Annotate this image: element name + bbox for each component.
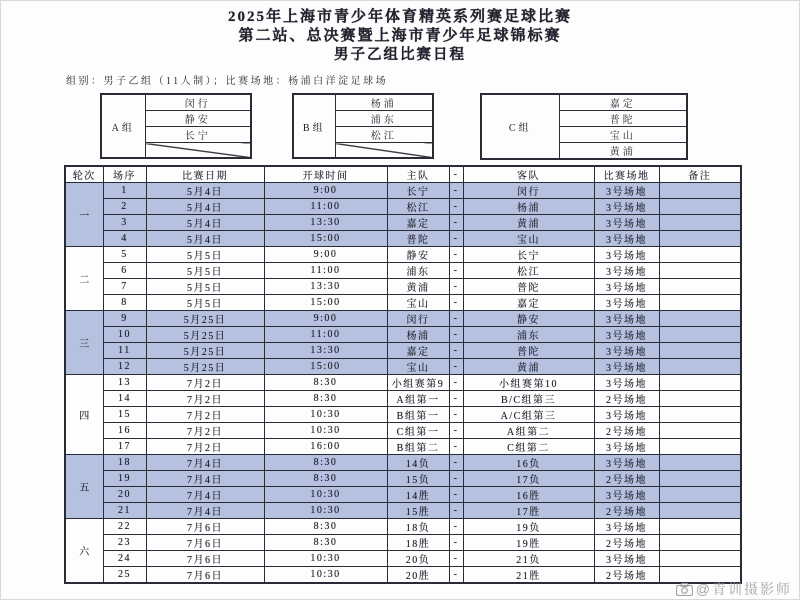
kickoff-time: 9:00 [264, 247, 387, 263]
note [659, 487, 741, 503]
match-no: 21 [103, 503, 146, 519]
group-row [101, 94, 251, 111]
match-no: 14 [103, 391, 146, 407]
note [659, 551, 741, 567]
match-no: 1 [103, 183, 146, 199]
group-venue-info-line: 组别：男子乙组（11人制）；比赛场地：杨浦白洋淀足球场 [66, 76, 389, 87]
match-no: 4 [103, 231, 146, 247]
kickoff-time: 10:30 [264, 487, 387, 503]
separator: - [449, 215, 463, 231]
separator: - [449, 487, 463, 503]
match-date: 5月25日 [146, 311, 264, 327]
away-team: 杨浦 [463, 199, 594, 215]
col-note: 备注 [659, 166, 741, 183]
match-row [65, 503, 741, 519]
venue: 3号场地 [594, 439, 659, 455]
separator: - [449, 183, 463, 199]
separator: - [449, 263, 463, 279]
col-kickoff-time: 开球时间 [264, 166, 387, 183]
match-no: 13 [103, 375, 146, 391]
kickoff-time: 13:30 [264, 279, 387, 295]
home-team: A组第一 [387, 391, 449, 407]
note [659, 343, 741, 359]
match-no: 16 [103, 423, 146, 439]
schedule-header-row [65, 166, 741, 183]
kickoff-time: 10:30 [264, 551, 387, 567]
note [659, 503, 741, 519]
col-away: 客队 [463, 166, 594, 183]
match-date: 7月4日 [146, 455, 264, 471]
home-team: 静安 [387, 247, 449, 263]
match-date: 5月25日 [146, 343, 264, 359]
match-date: 5月4日 [146, 183, 264, 199]
match-row [65, 375, 741, 391]
match-no: 5 [103, 247, 146, 263]
home-team: 杨浦 [387, 327, 449, 343]
match-row [65, 519, 741, 535]
note [659, 519, 741, 535]
match-date: 7月2日 [146, 375, 264, 391]
venue: 3号场地 [594, 343, 659, 359]
watermark-text: @青训摄影师 [695, 581, 792, 597]
match-no: 6 [103, 263, 146, 279]
home-team: 20胜 [387, 567, 449, 584]
separator: - [449, 359, 463, 375]
home-team: 浦东 [387, 263, 449, 279]
home-team: B组第二 [387, 439, 449, 455]
match-row [65, 471, 741, 487]
venue: 2号场地 [594, 423, 659, 439]
match-row [65, 183, 741, 199]
match-no: 23 [103, 535, 146, 551]
venue: 3号场地 [594, 407, 659, 423]
separator: - [449, 423, 463, 439]
match-row [65, 295, 741, 311]
col-round: 轮次 [65, 166, 103, 183]
match-no: 10 [103, 327, 146, 343]
away-team: 21胜 [463, 567, 594, 584]
away-team: 17负 [463, 471, 594, 487]
group-team: 宝山 [559, 127, 687, 143]
match-row [65, 551, 741, 567]
venue: 3号场地 [594, 375, 659, 391]
match-date: 7月4日 [146, 503, 264, 519]
schedule-table [64, 165, 742, 584]
note [659, 455, 741, 471]
note [659, 327, 741, 343]
match-date: 5月4日 [146, 215, 264, 231]
home-team: 闵行 [387, 311, 449, 327]
note [659, 311, 741, 327]
match-row [65, 423, 741, 439]
note [659, 359, 741, 375]
match-date: 7月6日 [146, 535, 264, 551]
match-date: 7月6日 [146, 567, 264, 584]
venue: 3号场地 [594, 247, 659, 263]
note [659, 279, 741, 295]
note [659, 535, 741, 551]
group-team: 黄浦 [559, 143, 687, 160]
kickoff-time: 8:30 [264, 519, 387, 535]
match-no: 7 [103, 279, 146, 295]
match-no: 2 [103, 199, 146, 215]
match-date: 7月6日 [146, 551, 264, 567]
venue: 3号场地 [594, 551, 659, 567]
match-date: 7月2日 [146, 423, 264, 439]
note [659, 471, 741, 487]
group-team: 长宁 [145, 127, 251, 143]
round-label: 三 [65, 311, 103, 375]
group-label: B组 [293, 94, 335, 158]
separator: - [449, 567, 463, 584]
group-table [100, 93, 252, 159]
home-team: 15负 [387, 471, 449, 487]
watermark [676, 579, 792, 599]
note [659, 263, 741, 279]
col-separator: - [449, 166, 463, 183]
home-team: 长宁 [387, 183, 449, 199]
note [659, 199, 741, 215]
match-no: 15 [103, 407, 146, 423]
kickoff-time: 10:30 [264, 503, 387, 519]
match-row [65, 439, 741, 455]
match-no: 19 [103, 471, 146, 487]
separator: - [449, 343, 463, 359]
empty-diagonal-cell [145, 143, 251, 158]
match-row [65, 359, 741, 375]
round-label: 六 [65, 519, 103, 584]
separator: - [449, 311, 463, 327]
away-team: C组第二 [463, 439, 594, 455]
kickoff-time: 8:30 [264, 455, 387, 471]
title-line-2: 第二站、总决赛暨上海市青少年足球锦标赛 [238, 28, 562, 44]
col-home: 主队 [387, 166, 449, 183]
group-team: 普陀 [559, 111, 687, 127]
round-label: 五 [65, 455, 103, 519]
group-tables-row [100, 93, 800, 159]
home-team: 黄浦 [387, 279, 449, 295]
title-line-3: 男子乙组比赛日程 [334, 47, 466, 63]
match-date: 5月4日 [146, 199, 264, 215]
match-no: 18 [103, 455, 146, 471]
kickoff-time: 16:00 [264, 439, 387, 455]
home-team: 小组赛第9 [387, 375, 449, 391]
venue: 3号场地 [594, 327, 659, 343]
group-team: 松江 [335, 127, 433, 143]
kickoff-time: 8:30 [264, 471, 387, 487]
away-team: 长宁 [463, 247, 594, 263]
home-team: 14胜 [387, 487, 449, 503]
venue: 3号场地 [594, 519, 659, 535]
venue: 2号场地 [594, 471, 659, 487]
group-label: A组 [101, 94, 145, 158]
venue: 3号场地 [594, 295, 659, 311]
venue: 3号场地 [594, 215, 659, 231]
match-row [65, 391, 741, 407]
match-no: 24 [103, 551, 146, 567]
away-team: 宝山 [463, 231, 594, 247]
separator: - [449, 247, 463, 263]
kickoff-time: 15:00 [264, 231, 387, 247]
document-title-block [0, 0, 800, 65]
round-label: 四 [65, 375, 103, 455]
venue: 3号场地 [594, 231, 659, 247]
match-row [65, 455, 741, 471]
away-team: 黄浦 [463, 359, 594, 375]
match-date: 5月5日 [146, 263, 264, 279]
kickoff-time: 9:00 [264, 311, 387, 327]
empty-diagonal-cell [335, 143, 433, 158]
away-team: 闵行 [463, 183, 594, 199]
separator: - [449, 407, 463, 423]
group-team: 静安 [145, 111, 251, 127]
separator: - [449, 551, 463, 567]
match-no: 25 [103, 567, 146, 584]
col-match-no: 场序 [103, 166, 146, 183]
venue: 2号场地 [594, 535, 659, 551]
home-team: 18胜 [387, 535, 449, 551]
match-date: 7月4日 [146, 471, 264, 487]
separator: - [449, 199, 463, 215]
kickoff-time: 8:30 [264, 391, 387, 407]
kickoff-time: 10:30 [264, 423, 387, 439]
separator: - [449, 519, 463, 535]
separator: - [449, 439, 463, 455]
home-team: 宝山 [387, 359, 449, 375]
match-no: 12 [103, 359, 146, 375]
group-table [292, 93, 434, 159]
match-no: 8 [103, 295, 146, 311]
match-row [65, 263, 741, 279]
venue: 2号场地 [594, 567, 659, 584]
home-team: 宝山 [387, 295, 449, 311]
group-table [480, 93, 688, 160]
note [659, 295, 741, 311]
separator: - [449, 375, 463, 391]
match-row [65, 487, 741, 503]
kickoff-time: 11:00 [264, 199, 387, 215]
away-team: 17胜 [463, 503, 594, 519]
home-team: C组第一 [387, 423, 449, 439]
home-team: 松江 [387, 199, 449, 215]
match-date: 5月4日 [146, 231, 264, 247]
match-date: 7月4日 [146, 487, 264, 503]
separator: - [449, 455, 463, 471]
match-row [65, 247, 741, 263]
title-line-1: 2025年上海市青少年体育精英系列赛足球比赛 [227, 9, 572, 25]
separator: - [449, 295, 463, 311]
note [659, 231, 741, 247]
col-venue: 比赛场地 [594, 166, 659, 183]
match-date: 7月2日 [146, 391, 264, 407]
home-team: B组第一 [387, 407, 449, 423]
match-no: 22 [103, 519, 146, 535]
note [659, 439, 741, 455]
home-team: 20负 [387, 551, 449, 567]
match-date: 5月5日 [146, 279, 264, 295]
away-team: 普陀 [463, 343, 594, 359]
match-date: 5月25日 [146, 327, 264, 343]
away-team: A组第二 [463, 423, 594, 439]
venue: 3号场地 [594, 279, 659, 295]
note [659, 407, 741, 423]
kickoff-time: 15:00 [264, 295, 387, 311]
venue: 3号场地 [594, 263, 659, 279]
away-team: 黄浦 [463, 215, 594, 231]
camera-icon [676, 583, 693, 596]
group-team: 杨浦 [335, 94, 433, 111]
match-no: 3 [103, 215, 146, 231]
home-team: 18负 [387, 519, 449, 535]
match-row [65, 215, 741, 231]
match-no: 17 [103, 439, 146, 455]
match-row [65, 327, 741, 343]
venue: 2号场地 [594, 503, 659, 519]
match-row [65, 199, 741, 215]
note [659, 215, 741, 231]
kickoff-time: 13:30 [264, 343, 387, 359]
away-team: 19负 [463, 519, 594, 535]
match-row [65, 407, 741, 423]
match-no: 11 [103, 343, 146, 359]
venue: 3号场地 [594, 359, 659, 375]
match-no: 9 [103, 311, 146, 327]
match-date: 7月2日 [146, 407, 264, 423]
venue: 3号场地 [594, 199, 659, 215]
round-label: 二 [65, 247, 103, 311]
separator: - [449, 231, 463, 247]
venue: 2号场地 [594, 391, 659, 407]
match-row [65, 343, 741, 359]
away-team: B/C组第三 [463, 391, 594, 407]
separator: - [449, 391, 463, 407]
match-date: 5月5日 [146, 247, 264, 263]
match-date: 5月25日 [146, 359, 264, 375]
away-team: 21负 [463, 551, 594, 567]
separator: - [449, 471, 463, 487]
match-row [65, 279, 741, 295]
match-row [65, 311, 741, 327]
note [659, 391, 741, 407]
kickoff-time: 13:30 [264, 215, 387, 231]
note [659, 247, 741, 263]
round-label: 一 [65, 183, 103, 247]
kickoff-time: 10:30 [264, 567, 387, 584]
away-team: 静安 [463, 311, 594, 327]
home-team: 普陀 [387, 231, 449, 247]
separator: - [449, 327, 463, 343]
match-date: 5月5日 [146, 295, 264, 311]
kickoff-time: 11:00 [264, 327, 387, 343]
group-team: 嘉定 [559, 94, 687, 111]
separator: - [449, 279, 463, 295]
group-team: 浦东 [335, 111, 433, 127]
kickoff-time: 8:30 [264, 375, 387, 391]
home-team: 14负 [387, 455, 449, 471]
away-team: 浦东 [463, 327, 594, 343]
home-team: 嘉定 [387, 215, 449, 231]
kickoff-time: 15:00 [264, 359, 387, 375]
away-team: 16胜 [463, 487, 594, 503]
match-row [65, 535, 741, 551]
home-team: 嘉定 [387, 343, 449, 359]
kickoff-time: 8:30 [264, 535, 387, 551]
away-team: 松江 [463, 263, 594, 279]
away-team: 嘉定 [463, 295, 594, 311]
note [659, 423, 741, 439]
match-date: 7月6日 [146, 519, 264, 535]
away-team: 普陀 [463, 279, 594, 295]
home-team: 15胜 [387, 503, 449, 519]
kickoff-time: 10:30 [264, 407, 387, 423]
venue: 3号场地 [594, 311, 659, 327]
away-team: 16负 [463, 455, 594, 471]
kickoff-time: 9:00 [264, 183, 387, 199]
col-date: 比赛日期 [146, 166, 264, 183]
group-label: C组 [481, 94, 559, 159]
group-row [293, 94, 433, 111]
away-team: 19胜 [463, 535, 594, 551]
venue: 3号场地 [594, 455, 659, 471]
away-team: 小组赛第10 [463, 375, 594, 391]
note [659, 375, 741, 391]
group-team: 闵行 [145, 94, 251, 111]
note [659, 183, 741, 199]
separator: - [449, 535, 463, 551]
away-team: A/C组第三 [463, 407, 594, 423]
venue: 3号场地 [594, 487, 659, 503]
separator: - [449, 503, 463, 519]
match-date: 7月2日 [146, 439, 264, 455]
group-row [481, 94, 687, 111]
match-no: 20 [103, 487, 146, 503]
match-row [65, 231, 741, 247]
kickoff-time: 11:00 [264, 263, 387, 279]
venue: 3号场地 [594, 183, 659, 199]
match-row [65, 567, 741, 584]
